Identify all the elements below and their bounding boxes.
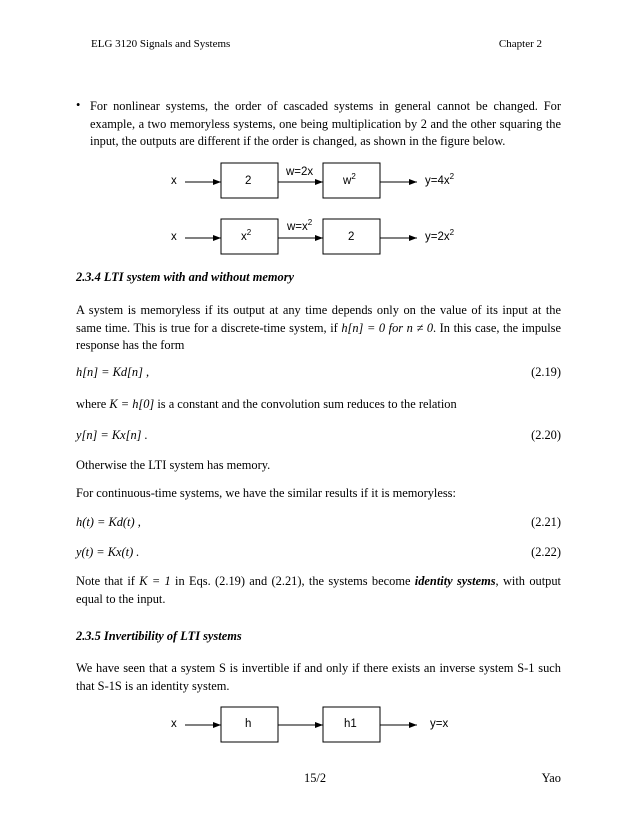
equation-number-2-20: (2.20) — [531, 428, 561, 442]
equation-number-2-21: (2.21) — [531, 515, 561, 529]
equation-2-20: y[n] = Kx[n] . — [76, 428, 148, 442]
inverse-diagram — [185, 707, 417, 742]
header-course: ELG 3120 Signals and Systems — [91, 38, 231, 50]
row1-mid-label: w=2x — [286, 166, 314, 178]
header-chapter: Chapter 2 — [498, 38, 542, 50]
inverse-block2-label: h1 — [344, 718, 357, 730]
row2-block1-label: $x^2$ — [241, 228, 252, 243]
section-234-para5: Note that if K = 1 in Eqs. (2.19) and (2.21), the systems become identity systems, with output equal to the input. — [76, 574, 561, 606]
section-235-para1: We have seen that a system S is invertible if and only if there exists an inverse system S-1 such that S-1S is an identity system. — [76, 661, 561, 693]
section-234-para1: A system is memoryless if its output at any time depends only on the value of its input at the same time. This is true for a discrete-time system, if h[n] = 0 for n ≠ 0. In this case, the impulse response has the form — [76, 303, 561, 352]
inverse-block1-label: h — [245, 718, 252, 730]
section-234-para4: For continuous-time systems, we have the similar results if it is memoryless: — [76, 486, 456, 500]
section-234-para2: where K = h[0] is a constant and the convolution sum reduces to the relation — [76, 397, 457, 411]
section-235-title: 2.3.5 Invertibility of LTI systems — [76, 629, 242, 643]
inverse-output-label: y=x — [430, 718, 449, 730]
bullet-paragraph: For nonlinear systems, the order of cascaded systems in general cannot be changed. For example, a two memoryless systems, one being multiplication by 2 and the other squaring the input, the outputs are different if the order is changed, as shown in the figure below. — [90, 99, 561, 148]
bullet-marker: • — [76, 98, 81, 112]
equation-2-22: y(t) = Kx(t) . — [76, 545, 140, 559]
row1-output-label: $y=4x^2$ — [425, 172, 455, 187]
row1-block1-label: 2 — [245, 175, 252, 187]
section-234-title: 2.3.4 LTI system with and without memory — [76, 270, 295, 284]
section-234-para3: Otherwise the LTI system has memory. — [76, 458, 271, 472]
equation-number-2-19: (2.19) — [531, 365, 561, 379]
row1-block2-label: $w^2$ — [343, 172, 356, 187]
footer-page-number: 15/2 — [304, 771, 327, 785]
row1-input-label: x — [171, 175, 177, 187]
footer-author: Yao — [541, 771, 561, 785]
equation-2-21: h(t) = Kd(t) , — [76, 515, 141, 529]
equation-2-19: h[n] = Kd[n] , — [76, 365, 150, 379]
row2-mid-label: $w=x^2$ — [287, 218, 313, 233]
inverse-input-label: x — [171, 718, 177, 730]
equation-number-2-22: (2.22) — [531, 545, 561, 559]
row2-block2-label: 2 — [348, 231, 355, 243]
row2-output-label: $y=2x^2$ — [425, 228, 455, 243]
row2-input-label: x — [171, 231, 177, 243]
